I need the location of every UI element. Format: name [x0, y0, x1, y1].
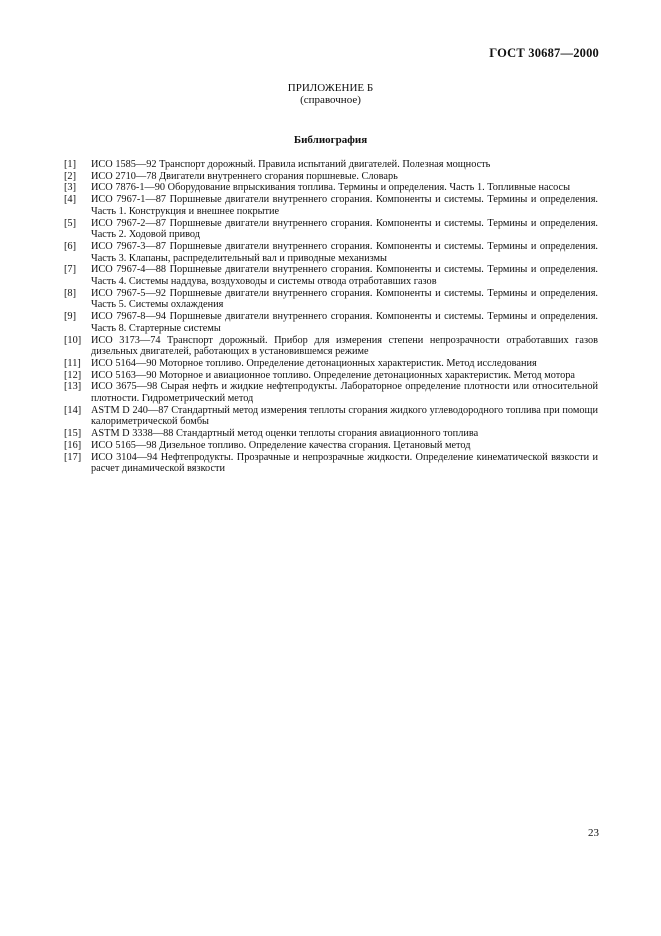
reference-text: ASTM D 3338—88 Стандартный метод оценки теплоты сгорания авиационного топлива	[91, 428, 479, 440]
reference-number: [5]	[64, 217, 77, 229]
reference-text: ИСО 7967-4—88 Поршневые двигатели внутреннего сгорания. Компоненты и системы. Термины и определения. Часть 4. Системы наддува, воздуховоды и системы отвода отработавших газов	[91, 264, 598, 288]
document-code: ГОСТ 30687—2000	[489, 46, 599, 60]
reference-number: [7]	[64, 264, 77, 276]
reference-number: [15]	[64, 428, 82, 440]
page-number: 23	[588, 827, 599, 839]
reference-text: ИСО 1585—92 Транспорт дорожный. Правила испытаний двигателей. Полезная мощность	[91, 159, 491, 170]
reference-number: [8]	[64, 287, 77, 299]
bibliography-item	[64, 370, 598, 382]
appendix-title: ПРИЛОЖЕНИЕ Б	[287, 82, 374, 94]
reference-number: [12]	[64, 369, 82, 381]
bibliography-item	[64, 218, 598, 241]
reference-number: [10]	[64, 334, 82, 346]
appendix-subtitle: (справочное)	[300, 94, 361, 106]
bibliography-item	[64, 288, 598, 311]
bibliography-item	[64, 405, 598, 428]
reference-number: [9]	[64, 311, 77, 323]
reference-text: ИСО 5164—90 Моторное топливо. Определение детонационных характеристик. Метод исследования	[91, 357, 537, 369]
reference-number: [14]	[64, 404, 82, 416]
reference-text: ИСО 7967-8—94 Поршневые двигатели внутреннего сгорания. Компоненты и системы. Термины и определения. Часть 8. Стартерные системы	[91, 311, 598, 334]
bibliography-title: Библиография	[293, 134, 368, 146]
bibliography-item	[64, 194, 598, 217]
reference-text: ИСО 3104—94 Нефтепродукты. Прозрачные и непрозрачные жидкости. Определение кинематической вязкости и расчет динамической вязкости	[91, 451, 598, 475]
bibliography-item	[64, 311, 598, 334]
bibliography-item	[64, 381, 598, 404]
reference-text: ИСО 5165—98 Дизельное топливо. Определение качества сгорания. Цетановый метод	[91, 439, 471, 451]
bibliography-item	[64, 335, 598, 358]
reference-text: ИСО 2710—78 Двигатели внутреннего сгорания поршневые. Словарь	[91, 170, 398, 182]
reference-text: ИСО 7967-5—92 Поршневые двигатели внутреннего сгорания. Компоненты и системы. Термины и определения. Часть 5. Системы охлаждения	[91, 287, 598, 311]
reference-number: [6]	[64, 240, 77, 252]
bibliography-list	[64, 159, 598, 475]
bibliography-item	[64, 241, 598, 264]
reference-text: ИСО 7967-3—87 Поршневые двигатели внутреннего сгорания. Компоненты и системы. Термины и определения. Часть 3. Клапаны, распределительный вал и приводные механизмы	[91, 240, 598, 264]
bibliography-item	[64, 171, 598, 183]
reference-text: ИСО 7876-1—90 Оборудование впрыскивания топлива. Термины и определения. Часть 1. Топливные насосы	[91, 182, 571, 194]
bibliography-item	[64, 428, 598, 440]
reference-text: ASTM D 240—87 Стандартный метод измерения теплоты сгорания жидкого углеводородного топлива при помощи калориметрической бомбы	[91, 404, 598, 428]
appendix-heading	[0, 82, 661, 106]
reference-text: ИСО 3173—74 Транспорт дорожный. Прибор для измерения степени непрозрачности отработавших газов дизельных двигателей, работающих в установившемся режиме	[91, 334, 598, 358]
bibliography-item	[64, 452, 598, 475]
reference-number: [3]	[64, 182, 77, 194]
reference-number: [11]	[64, 357, 81, 369]
bibliography-item	[64, 440, 598, 452]
reference-text: ИСО 7967-2—87 Поршневые двигатели внутреннего сгорания. Компоненты и системы. Термины и определения. Часть 2. Ходовой привод	[91, 217, 598, 241]
reference-text: ИСО 7967-1—87 Поршневые двигатели внутреннего сгорания. Компоненты и системы. Термины и определения. Часть 1. Конструкция и внешнее покрытие	[91, 194, 598, 217]
bibliography-item	[64, 264, 598, 287]
reference-number: [16]	[64, 439, 82, 451]
reference-number: [4]	[64, 194, 77, 206]
bibliography-item	[64, 182, 598, 194]
reference-text: ИСО 5163—90 Моторное и авиационное топливо. Определение детонационных характеристик. Метод мотора	[91, 369, 575, 381]
reference-text: ИСО 3675—98 Сырая нефть и жидкие нефтепродукты. Лабораторное определение плотности или относительной плотности. Гидрометрический метод	[91, 381, 598, 405]
bibliography-item	[64, 159, 598, 171]
reference-number: [1]	[64, 159, 77, 170]
reference-number: [17]	[64, 451, 82, 463]
reference-number: [13]	[64, 381, 82, 393]
reference-number: [2]	[64, 170, 77, 182]
bibliography-item	[64, 358, 598, 370]
